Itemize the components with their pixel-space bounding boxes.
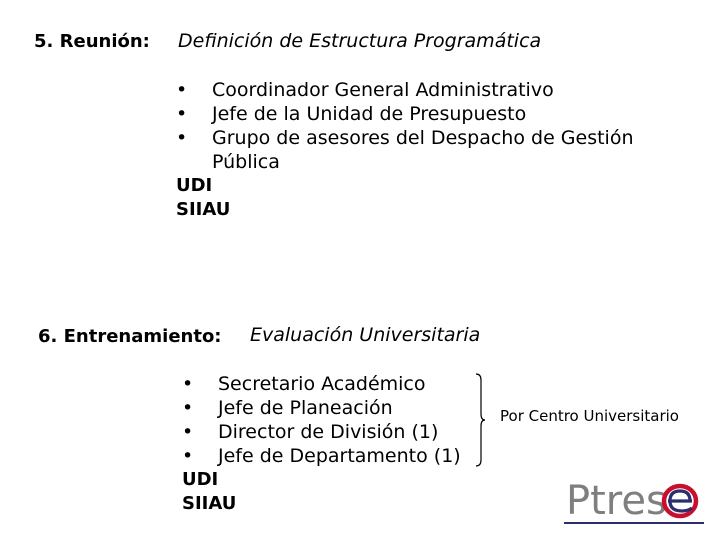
section-6-title: 6. Entrenamiento:	[38, 326, 222, 347]
section-5-subtitle: Definición de Estructura Programática	[178, 30, 542, 52]
section-6-subtitle: Evaluación Universitaria	[250, 324, 481, 346]
bullet: •	[176, 103, 188, 125]
bullet: •	[176, 79, 188, 101]
list-item-text: Grupo de asesores del Despacho de Gestión	[212, 127, 634, 149]
logo-text: Ptres	[566, 478, 667, 524]
section-6-list	[182, 372, 461, 468]
bullet: •	[182, 373, 194, 395]
list-item-text: Coordinador General Administrativo	[212, 79, 554, 101]
section-6-extra	[182, 468, 236, 516]
list-item	[182, 444, 461, 468]
logo-e-icon	[668, 491, 692, 511]
list-item	[182, 396, 461, 420]
list-item-continuation-text: Pública	[212, 151, 280, 173]
extra-line-udi: UDI	[182, 469, 219, 490]
section-5-title: 5. Reunión:	[34, 31, 150, 52]
extra-line-siiau: SIIAU	[182, 493, 237, 514]
list-item-text: Director de División (1)	[218, 421, 439, 443]
ptrese-logo	[564, 474, 706, 526]
list-item-text: Secretario Académico	[218, 373, 426, 395]
list-item	[176, 126, 634, 150]
list-item	[176, 102, 634, 126]
extra-line-siiau: SIIAU	[176, 199, 231, 220]
bullet: •	[182, 421, 194, 443]
right-brace-icon	[470, 372, 490, 468]
brace-label: Por Centro Universitario	[500, 407, 679, 425]
bullet: •	[182, 445, 194, 467]
section-5-extra	[176, 174, 230, 222]
list-item-text: Jefe de la Unidad de Presupuesto	[212, 103, 527, 125]
list-item-text: Jefe de Planeación	[218, 397, 393, 419]
bullet: •	[176, 127, 188, 149]
list-item	[182, 420, 461, 444]
extra-line-udi: UDI	[176, 175, 213, 196]
list-item	[176, 78, 634, 102]
bullet: •	[182, 397, 194, 419]
list-item-text: Jefe de Departamento (1)	[218, 445, 461, 467]
section-5-list	[176, 78, 634, 174]
list-item	[182, 372, 461, 396]
list-item-continuation	[176, 150, 634, 174]
